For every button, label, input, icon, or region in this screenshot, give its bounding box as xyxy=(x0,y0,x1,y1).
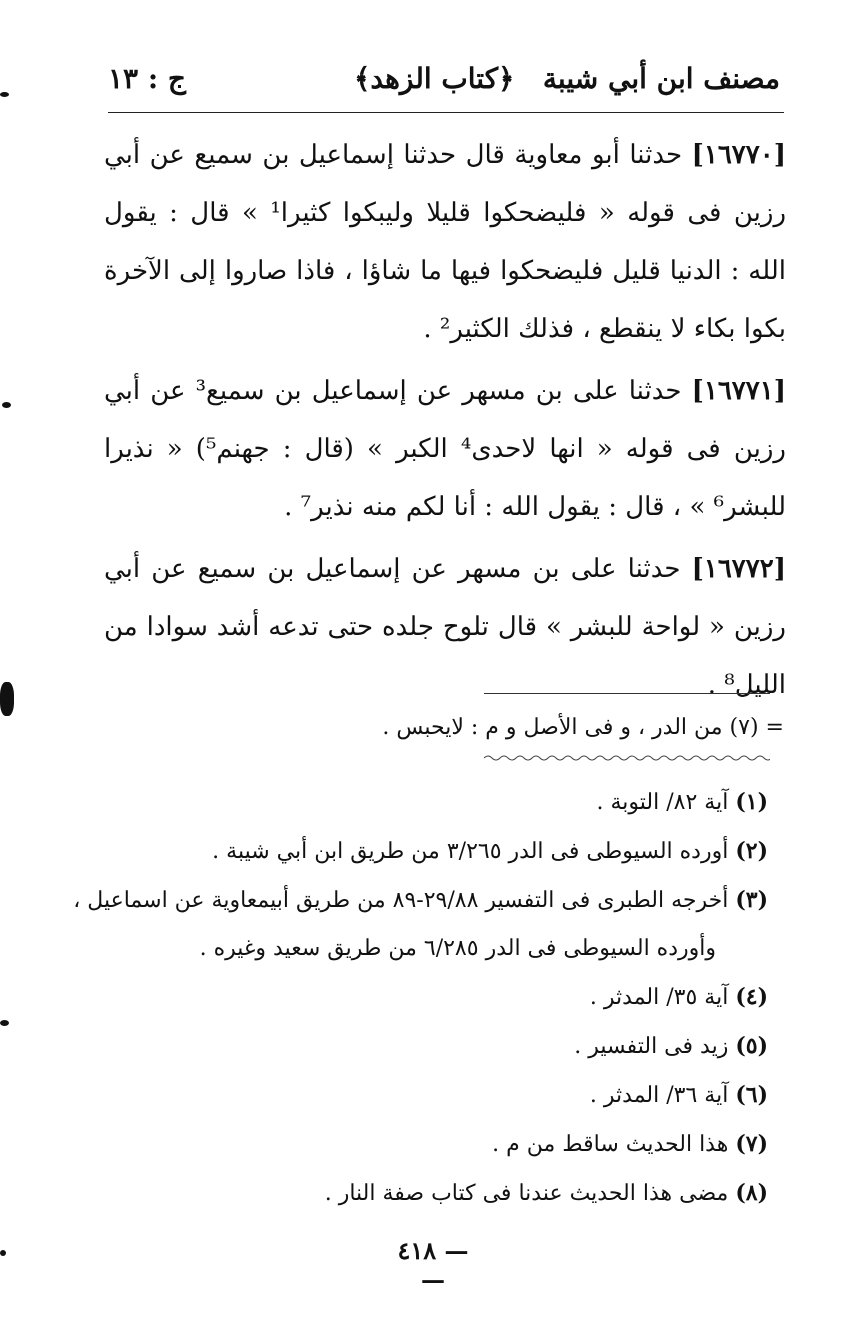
volume-number: ج : ١٣ xyxy=(108,62,186,95)
footnote-item xyxy=(96,1071,768,1120)
footnote-item xyxy=(96,1022,768,1071)
scan-speck xyxy=(0,1250,6,1256)
footnote-text: مضى هذا الحديث عندنا فى كتاب صفة النار . xyxy=(324,1181,729,1206)
footnote-item xyxy=(96,1169,768,1218)
footnote-item xyxy=(96,1120,768,1169)
footnote-continuation xyxy=(96,925,768,973)
footnote-text: آية ٨٢/ التوبة . xyxy=(596,790,729,815)
scan-speck xyxy=(2,402,11,408)
footnote-number: (٦) xyxy=(735,1082,768,1108)
hadith-entry xyxy=(104,540,786,714)
footnote-text: أورده السيوطى فى الدر ٣/٢٦٥ من طريق ابن أبي شيبة . xyxy=(212,839,729,864)
running-header xyxy=(108,58,780,110)
section-title: ﴿كتاب الزهد﴾ xyxy=(354,62,515,95)
footnote-number: (٤) xyxy=(735,984,768,1010)
book-title: مصنف ابن أبي شيبة xyxy=(542,62,780,95)
footnote-number: (٣) xyxy=(735,887,768,913)
hadith-list xyxy=(104,126,786,714)
hadith-number: [١٦٧٧٢] xyxy=(691,554,787,584)
footnote-item xyxy=(73,876,768,925)
footnote-list xyxy=(73,778,768,1218)
footnote-text: أخرجه الطبرى فى التفسير ٢٩/٨٨-٨٩ من طريق أبيمعاوية عن اسماعيل ، xyxy=(73,888,729,913)
footnote-number: (٧) xyxy=(735,1131,768,1157)
footnote-number: (٨) xyxy=(735,1180,768,1206)
hadith-number: [١٦٧٧١] xyxy=(691,376,787,406)
hadith-entry xyxy=(104,126,786,358)
footnote-item xyxy=(96,827,768,876)
hadith-text: حدثنا على بن مسهر عن إسماعيل بن سميع³ عن أبي رزين فى قوله « انها لاحدى⁴ الكبر » (قال : جهنم⁵) « نذيرا للبشر⁶ » ، قال : يقول الله : أنا لكم منه نذير⁷ . xyxy=(104,376,786,522)
wavy-separator xyxy=(484,754,770,762)
hadith-text: حدثنا أبو معاوية قال حدثنا إسماعيل بن سميع عن أبي رزين فى قوله « فليضحكوا قليلا وليبكوا كثيرا¹ » قال : يقول الله : الدنيا قليل فليضحكوا فيها ما شاؤا ، فاذا صاروا إلى الآخرة بكوا بكاء لا ينقطع ، فذلك الكثير² . xyxy=(104,140,786,344)
footnote-text: زيد فى التفسير . xyxy=(574,1034,729,1059)
hadith-entry xyxy=(104,362,786,536)
scan-speck xyxy=(0,92,9,97)
footnote-text: وأورده السيوطى فى الدر ٦/٢٨٥ من طريق سعيد وغيره . xyxy=(199,936,716,961)
page-number: — ٤١٨ — xyxy=(397,1236,469,1294)
footnote-item xyxy=(96,973,768,1022)
scan-speck xyxy=(0,1020,9,1026)
hadith-number: [١٦٧٧٠] xyxy=(691,140,787,170)
scan-speck xyxy=(0,682,14,716)
hadith-text: حدثنا على بن مسهر عن إسماعيل بن سميع عن أبي رزين « لواحة للبشر » قال تلوح جلده حتى تدعه أشد سوادا من الليل⁸ . xyxy=(104,554,786,700)
footnote-separator xyxy=(484,693,770,694)
footnote-number: (٥) xyxy=(735,1033,768,1059)
footnote-number: (٢) xyxy=(735,838,768,864)
footnote-text: آية ٣٦/ المدثر . xyxy=(589,1083,729,1108)
footnote-item xyxy=(96,778,768,827)
footnote-text: آية ٣٥/ المدثر . xyxy=(589,985,729,1010)
footnote-number: (١) xyxy=(735,789,768,815)
header-rule xyxy=(108,112,784,113)
footnote-text: هذا الحديث ساقط من م . xyxy=(492,1132,729,1157)
continued-footnote: = (٧) من الدر ، و فى الأصل و م : لايحبس . xyxy=(382,715,784,740)
